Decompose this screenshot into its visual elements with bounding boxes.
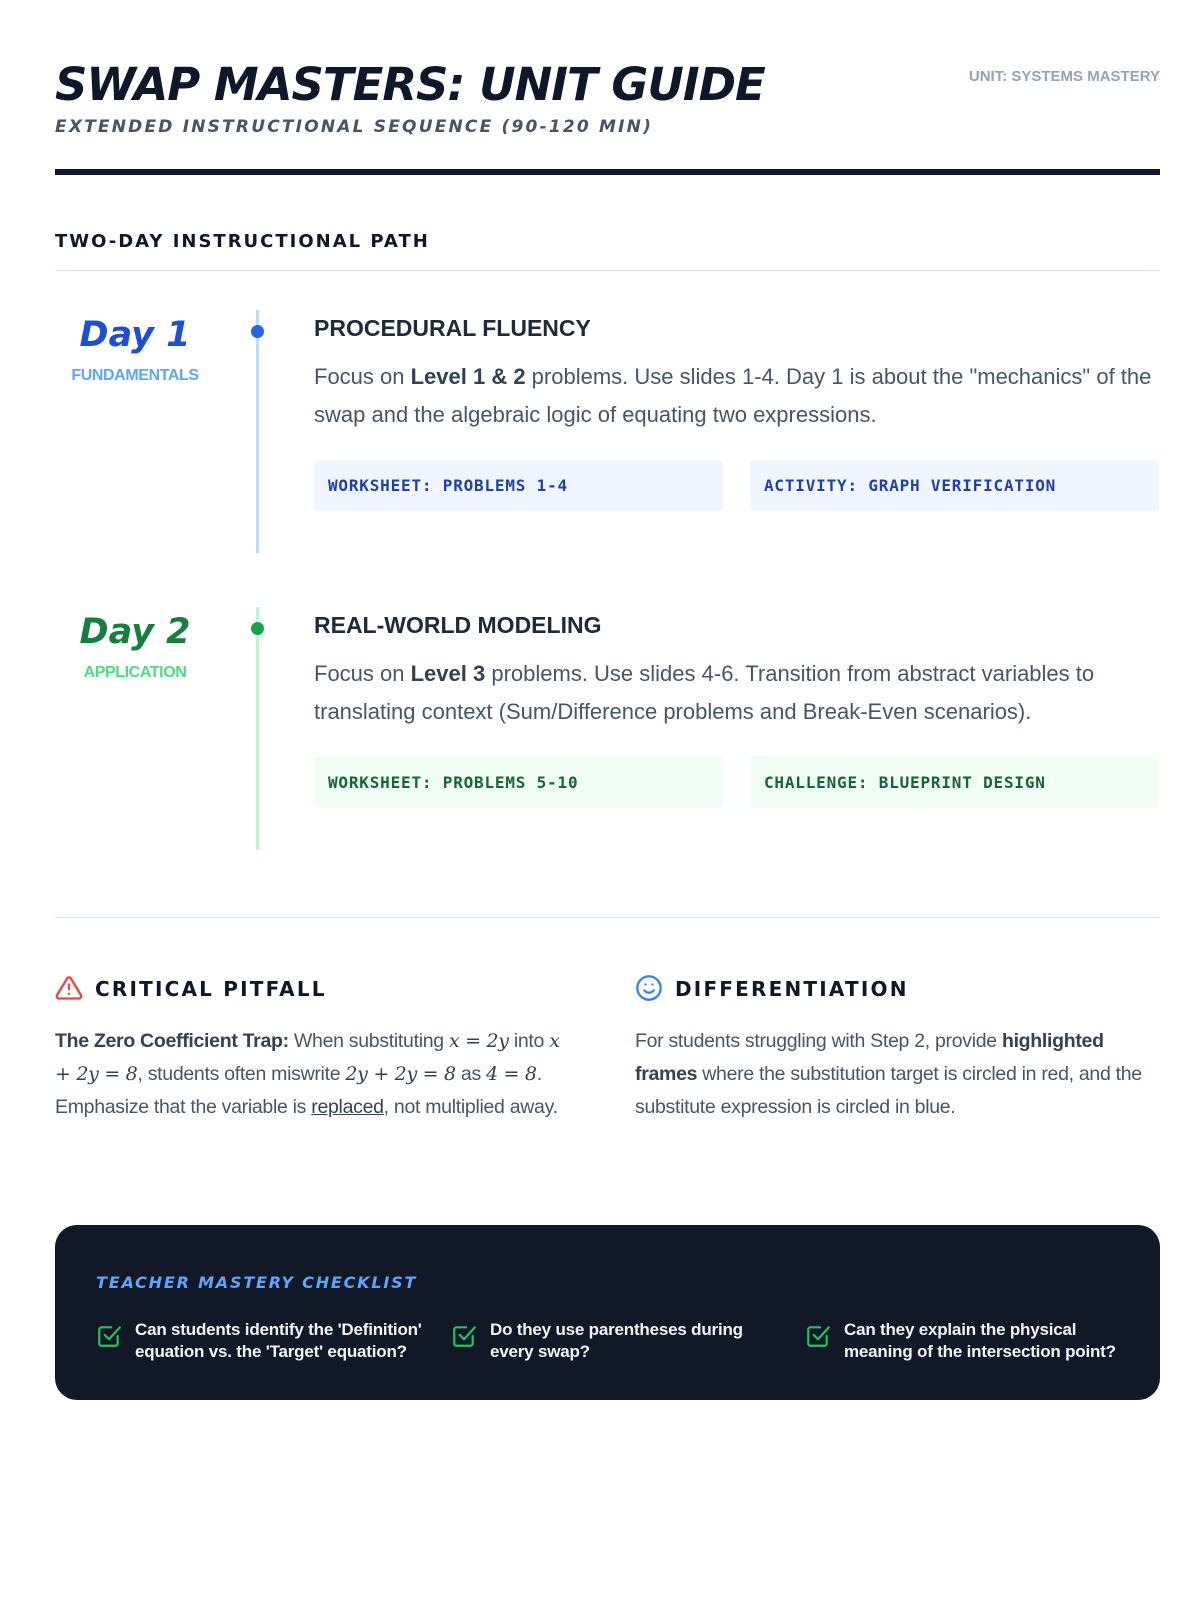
day-2-timeline-dot [251, 622, 264, 635]
day-1-desc-level: Level 1 & 2 [410, 364, 526, 389]
day-1-timeline-dot [251, 325, 264, 338]
smiley-icon [635, 974, 663, 1002]
differentiation-header [635, 974, 1160, 1008]
checkbox-checked-icon [451, 1323, 477, 1349]
differentiation-text-1: For students struggling with Step 2, provide [635, 1030, 1002, 1052]
critical-pitfall-title: CRITICAL PITFALL [95, 977, 327, 1001]
checkbox-checked-icon [96, 1323, 122, 1349]
section-heading: TWO-DAY INSTRUCTIONAL PATH [55, 231, 430, 252]
day-1-block [55, 310, 1160, 555]
day-2-description [314, 655, 1160, 731]
differentiation-text [635, 1025, 1160, 1124]
header [55, 52, 1160, 176]
day-2-heading: REAL-WORLD MODELING [314, 612, 602, 638]
day-1-worksheet-tag: WORKSHEET: PROBLEMS 1-4 [314, 460, 723, 511]
differentiation-text-2: where the substitution target is circled in red, and the substitute expression is circled in blue. [635, 1063, 1142, 1118]
section-divider [55, 270, 1160, 271]
pitfall-math-3: 2y + 2y = 8 [345, 1063, 456, 1085]
day-1-content [314, 310, 1160, 495]
unit-label: UNIT: SYSTEMS MASTERY [968, 68, 1160, 85]
day-2-label [55, 612, 215, 682]
day-1-tags [314, 460, 1160, 511]
day-2-tags [314, 757, 1160, 808]
pitfall-lead: The Zero Coefficient Trap: [55, 1030, 289, 1052]
pitfall-text-6: , not multiplied away. [383, 1096, 558, 1118]
header-divider [55, 169, 1160, 175]
pitfall-math-1: x = 2y [448, 1030, 509, 1052]
pitfall-text-5: . Emphasize that the variable is [55, 1063, 542, 1118]
critical-pitfall-text [55, 1025, 580, 1124]
pitfall-replaced: replaced [311, 1096, 384, 1118]
day-1-description [314, 358, 1160, 434]
pitfall-text-1: When substituting [288, 1030, 449, 1052]
pitfall-text-2: into [508, 1030, 550, 1052]
notes-divider [55, 917, 1160, 918]
day-2-desc-text: Focus on [314, 661, 411, 686]
differentiation-highlight: highlighted frames [635, 1030, 1104, 1085]
teacher-checklist-panel [55, 1225, 1160, 1400]
day-1-desc-text-rest: problems. Use slides 1-4. Day 1 is about the "mechanics" of the swap and the algebraic logic of equating two expressions. [314, 364, 1152, 427]
differentiation-title: DIFFERENTIATION [675, 977, 909, 1001]
day-1-activity-tag: ACTIVITY: GRAPH VERIFICATION [750, 460, 1159, 511]
checklist-item-text: Do they use parentheses during every swap? [490, 1320, 743, 1361]
day-1-desc-text: Focus on [314, 364, 411, 389]
day-1-name: Day 1 [79, 315, 191, 355]
day-2-desc-level: Level 3 [410, 661, 486, 686]
page-title: SWAP MASTERS: UNIT GUIDE [55, 58, 765, 111]
day-2-desc-text-rest: problems. Use slides 4-6. Transition from abstract variables to translating context (Sum/Difference problems and Break-Even scenarios). [314, 661, 1095, 724]
differentiation-panel [635, 974, 1160, 1124]
warning-triangle-icon [55, 974, 83, 1002]
day-2-subtitle: APPLICATION [83, 664, 187, 681]
day-1-timeline-line [256, 310, 259, 553]
day-2-challenge-tag: CHALLENGE: BLUEPRINT DESIGN [750, 757, 1159, 808]
critical-pitfall-header [55, 974, 580, 1008]
day-2-name: Day 2 [79, 612, 191, 652]
pitfall-text-3: , students often miswrite [137, 1063, 346, 1085]
unit-guide-page [55, 0, 1160, 1600]
page-subtitle: EXTENDED INSTRUCTIONAL SEQUENCE (90-120 MIN) [55, 117, 654, 137]
critical-pitfall-panel [55, 974, 580, 1124]
pitfall-math-4: 4 = 8 [486, 1063, 537, 1085]
day-2-worksheet-tag: WORKSHEET: PROBLEMS 5-10 [314, 757, 723, 808]
checklist-title: TEACHER MASTERY CHECKLIST [96, 1273, 418, 1292]
pitfall-text-4: as [455, 1063, 487, 1085]
checklist-item-text: Can they explain the physical meaning of the intersection point? [844, 1320, 1116, 1361]
day-1-label [55, 315, 215, 385]
day-2-timeline-line [256, 607, 259, 850]
day-2-block [55, 607, 1160, 852]
day-1-subtitle: FUNDAMENTALS [71, 367, 199, 384]
checklist-item-text: Can students identify the 'Definition' equation vs. the 'Target' equation? [135, 1320, 422, 1361]
checkbox-checked-icon [805, 1323, 831, 1349]
pitfall-math-2: x + 2y = 8 [55, 1030, 560, 1085]
day-2-content [314, 607, 1160, 792]
day-1-heading: PROCEDURAL FLUENCY [314, 315, 591, 341]
